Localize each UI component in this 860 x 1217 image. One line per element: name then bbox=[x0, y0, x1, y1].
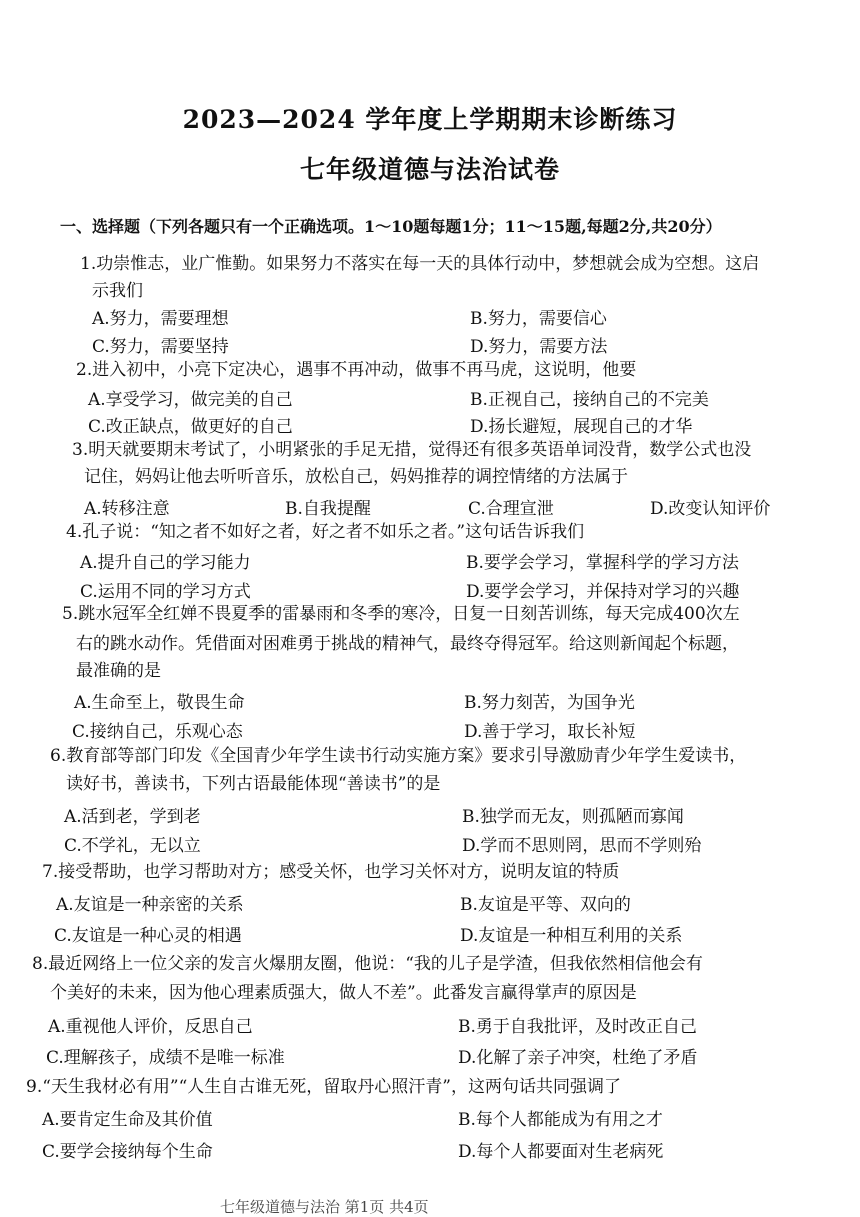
question-6-option-a: A.活到老，学到老 bbox=[64, 807, 201, 827]
question-1-option-a: A.努力，需要理想 bbox=[92, 309, 229, 329]
question-5-option-d: D.善于学习，取长补短 bbox=[464, 722, 636, 742]
question-3-option-b: B.自我提醒 bbox=[285, 499, 371, 519]
question-8-line-1: 8.最近网络上一位父亲的发言火爆朋友圈，他说：“我的儿子是学渣，但我依然相信他会有 bbox=[32, 954, 703, 974]
question-4-option-c: C.运用不同的学习方式 bbox=[80, 582, 251, 602]
question-7-option-b: B.友谊是平等、双向的 bbox=[460, 895, 631, 915]
question-6-option-c: C.不学礼，无以立 bbox=[64, 836, 201, 856]
question-5-line-3: 最准确的是 bbox=[76, 661, 161, 681]
question-4-option-a: A.提升自己的学习能力 bbox=[80, 553, 251, 573]
question-1-option-c: C.努力，需要坚持 bbox=[92, 337, 229, 357]
question-8-option-b: B.勇于自我批评，及时改正自己 bbox=[458, 1017, 697, 1037]
question-4-option-b: B.要学会学习，掌握科学的学习方法 bbox=[466, 553, 739, 573]
question-9-option-a: A.要肯定生命及其价值 bbox=[42, 1110, 213, 1130]
question-7-line-1: 7.接受帮助，也学习帮助对方；感受关怀，也学习关怀对方，说明友谊的特质 bbox=[42, 862, 620, 882]
question-5-line-1: 5.跳水冠军全红婵不畏夏季的雷暴雨和冬季的寒冷，日复一日刻苦训练，每天完成400次左 bbox=[62, 604, 740, 624]
question-9-option-c: C.要学会接纳每个生命 bbox=[42, 1142, 213, 1162]
question-1-line-1: 1.功崇惟志，业广惟勤。如果努力不落实在每一天的具体行动中，梦想就会成为空想。这启 bbox=[80, 254, 760, 274]
question-3-line-1: 3.明天就要期末考试了，小明紧张的手足无措，觉得还有很多英语单词没背，数学公式也没 bbox=[72, 440, 752, 460]
question-2-line-1: 2.进入初中，小亮下定决心，遇事不再冲动，做事不再马虎，这说明，他要 bbox=[76, 360, 637, 380]
question-6-option-d: D.学而不思则罔，思而不学则殆 bbox=[462, 836, 702, 856]
question-8-option-d: D.化解了亲子冲突，杜绝了矛盾 bbox=[458, 1048, 698, 1068]
question-1-option-b: B.努力，需要信心 bbox=[470, 309, 607, 329]
question-3-line-2: 记住，妈妈让他去听听音乐，放松自己，妈妈推荐的调控情绪的方法属于 bbox=[84, 467, 628, 487]
question-9-option-d: D.每个人都要面对生老病死 bbox=[458, 1142, 664, 1162]
question-4-option-d: D.要学会学习，并保持对学习的兴趣 bbox=[466, 582, 740, 602]
question-5-line-2: 右的跳水动作。凭借面对困难勇于挑战的精神气，最终夺得冠军。给这则新闻起个标题， bbox=[76, 634, 739, 654]
question-6-option-b: B.独学而无友，则孤陋而寡闻 bbox=[462, 807, 684, 827]
exam-subtitle: 七年级道德与法治试卷 bbox=[299, 155, 560, 184]
question-6-line-2: 读好书，善读书，下列古语最能体现“善读书”的是 bbox=[66, 774, 441, 794]
question-4-line-1: 4.孔子说：“知之者不如好之者，好之者不如乐之者。”这句话告诉我们 bbox=[66, 522, 585, 542]
question-7-option-d: D.友谊是一种相互利用的关系 bbox=[460, 926, 683, 946]
question-1-option-d: D.努力，需要方法 bbox=[470, 337, 608, 357]
question-5-option-b: B.努力刻苦，为国争光 bbox=[464, 693, 635, 713]
question-8-line-2: 个美好的未来，因为他心理素质强大，做人不差”。此番发言赢得掌声的原因是 bbox=[50, 983, 637, 1003]
question-8-option-c: C.理解孩子，成绩不是唯一标准 bbox=[46, 1048, 285, 1068]
question-3-option-a: A.转移注意 bbox=[84, 499, 170, 519]
question-5-option-c: C.接纳自己，乐观心态 bbox=[72, 722, 243, 742]
question-2-option-b: B.正视自己，接纳自己的不完美 bbox=[470, 390, 709, 410]
question-2-option-c: C.改正缺点，做更好的自己 bbox=[88, 417, 293, 437]
question-6-line-1: 6.教育部等部门印发《全国青少年学生读书行动实施方案》要求引导激励青少年学生爱读书， bbox=[50, 746, 747, 766]
question-2-option-d: D.扬长避短，展现自己的才华 bbox=[470, 417, 693, 437]
question-5-option-a: A.生命至上，敬畏生命 bbox=[74, 693, 245, 713]
question-3-option-c: C.合理宣泄 bbox=[468, 499, 554, 519]
question-2-option-a: A.享受学习，做完美的自己 bbox=[88, 390, 293, 410]
section-heading: 一、选择题（下列各题只有一个正确选项。1～10题每题1分；11～15题,每题2分,共20分） bbox=[60, 217, 722, 236]
question-9-option-b: B.每个人都能成为有用之才 bbox=[458, 1110, 663, 1130]
exam-title: 2023—2024 学年度上学期期末诊断练习 bbox=[182, 105, 678, 134]
question-3-option-d: D.改变认知评价 bbox=[650, 499, 771, 519]
question-7-option-a: A.友谊是一种亲密的关系 bbox=[56, 895, 244, 915]
question-8-option-a: A.重视他人评价，反思自己 bbox=[48, 1017, 253, 1037]
question-7-option-c: C.友谊是一种心灵的相遇 bbox=[54, 926, 242, 946]
question-1-line-2: 示我们 bbox=[92, 281, 143, 301]
question-9-line-1: 9.“天生我材必有用”“人生自古谁无死，留取丹心照汗青”，这两句话共同强调了 bbox=[26, 1077, 621, 1097]
page-footer: 七年级道德与法治 第1页 共4页 bbox=[220, 1198, 429, 1216]
